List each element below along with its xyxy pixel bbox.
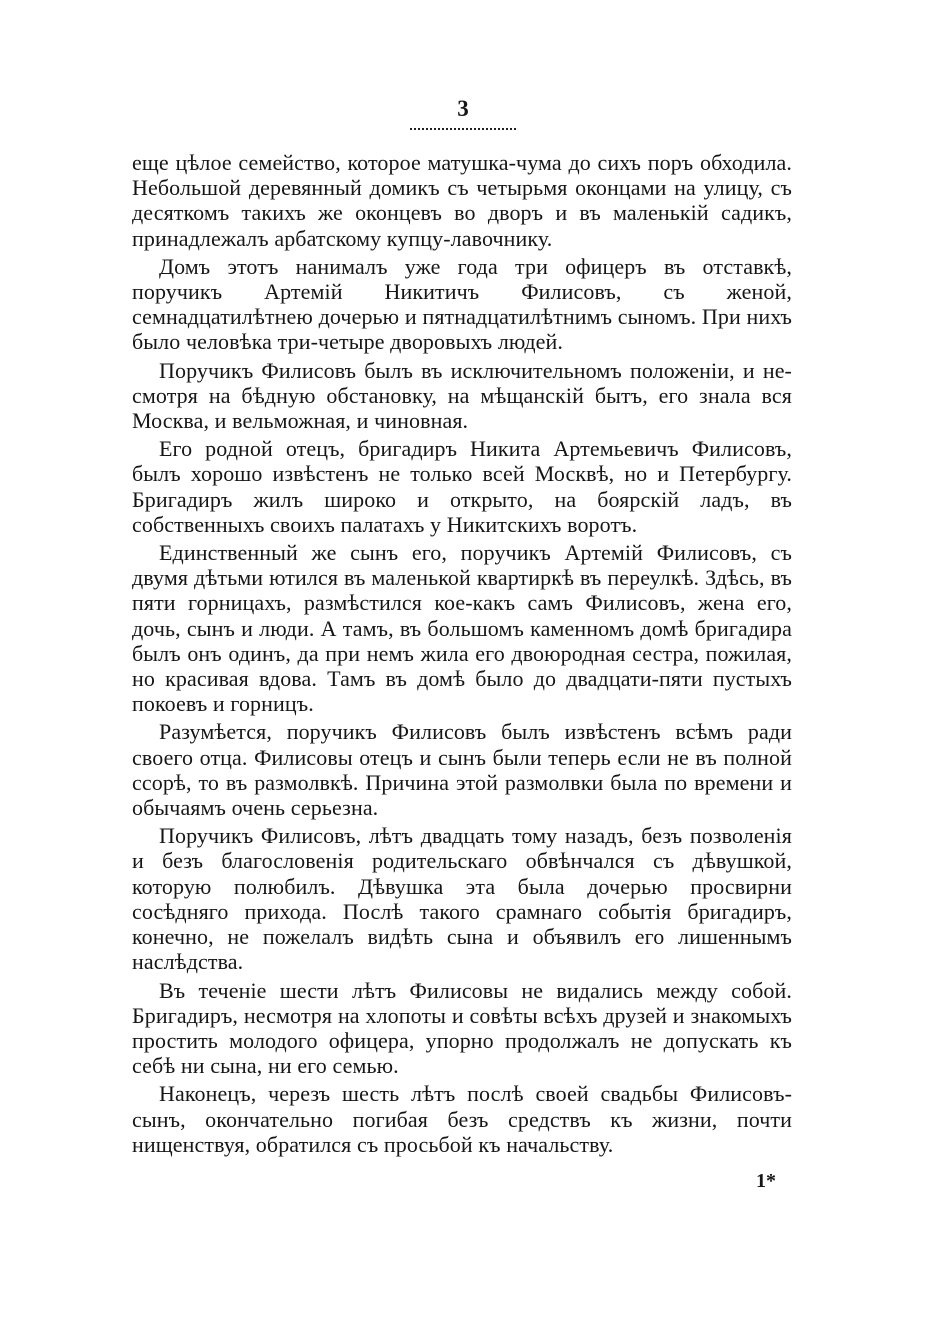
paragraph: Разумѣется, поручикъ Филисовъ былъ извѣстенъ всѣмъ ради своего отца. Филисовы отецъ и сынъ были теперь если не въ полной ссорѣ, то въ размолвкѣ. Причина этой размолвки была по времени и обычаямъ очень серьезна. (132, 719, 792, 821)
paragraph: Его родной отецъ, бригадиръ Никита Артемьевичъ Филисовъ, былъ хорошо извѣстенъ не только всей Москвѣ, но и Петербургу. Бригадиръ жилъ широко и открыто, на боярскій ладъ, въ собственныхъ своихъ палатахъ у Никитскихъ воротъ. (132, 436, 792, 537)
body-text (132, 150, 792, 1157)
signature-mark: 1* (756, 1170, 776, 1192)
paragraph: Наконецъ, черезъ шесть лѣтъ послѣ своей свадьбы Филисовъ-сынъ, окончательно погибая безъ средствъ къ жизни, почти нищенствуя, обратился съ просьбой къ начальству. (132, 1081, 792, 1157)
header-rule (410, 128, 516, 130)
paragraph: Домъ этотъ нанималъ уже года три офицеръ въ отставкѣ, поручикъ Артемій Никитичъ Филисовъ, съ женой, семнадцатилѣтнею дочерью и пятнадцатилѣтнимъ сыномъ. При нихъ было человѣка три-четыре дворовыхъ людей. (132, 253, 792, 355)
paragraph: Въ теченіе шести лѣтъ Филисовы не видались между собой. Бригадиръ, несмотря на хлопоты и совѣты всѣхъ друзей и знакомыхъ простить молодого офицера, упорно продолжалъ не допускать къ себѣ ни сына, ни его семью. (132, 977, 792, 1079)
paragraph: еще цѣлое семейство, которое матушка-чума до сихъ поръ обходила. Небольшой деревянный домикъ съ четырьмя оконцами на улицу, съ десяткомъ такихъ же оконцевъ во дворъ и въ маленькій садикъ, принадлежалъ арбатскому купцу-лавочнику. (132, 150, 792, 251)
page-number: 3 (457, 96, 469, 121)
paragraph: Поручикъ Филисовъ былъ въ исключительномъ положеніи, и не-смотря на бѣдную обстановку, на мѣщанскій бытъ, его знала вся Москва, и вельможная, и чиновная. (132, 357, 792, 434)
paragraph: Единственный же сынъ его, поручикъ Артемій Филисовъ, съ двумя дѣтьми ютился въ маленькой квартиркѣ въ переулкѣ. Здѣсь, въ пяти горницахъ, размѣстился кое-какъ самъ Филисовъ, жена его, дочь, сынъ и люди. А тамъ, въ большомъ каменномъ домѣ бригадира былъ онъ одинъ, да при немъ жила его двоюродная сестра, пожилая, но красивая вдова. Тамъ въ домѣ было до двадцати-пяти пустыхъ покоевъ и горницъ. (132, 540, 792, 717)
paragraph: Поручикъ Филисовъ, лѣтъ двадцать тому назадъ, безъ позволенія и безъ благословенія родительскаго обвѣнчался съ дѣвушкой, которую полюбилъ. Дѣвушка эта была дочерью просвирни сосѣдняго прихода. Послѣ такого срамнаго событія бригадиръ, конечно, не пожелалъ видѣть сына и объявилъ его лишеннымъ наслѣдства. (132, 823, 792, 975)
